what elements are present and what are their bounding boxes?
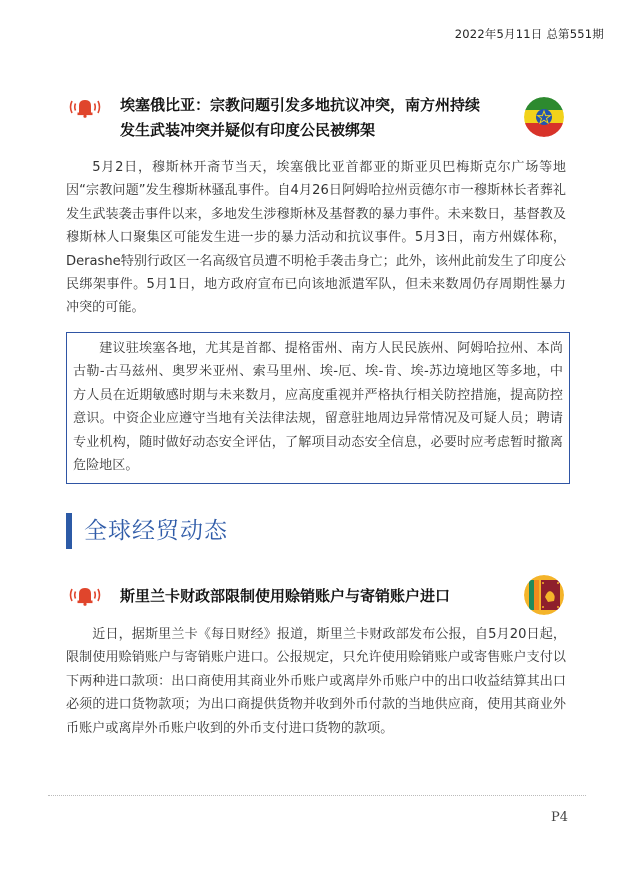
article-paragraph: 近日，据斯里兰卡《每日财经》报道，斯里兰卡财政部发布公报，自5月20日起，限制使用赊销账户与寄销账户进口。公报规定，只允许使用赊销账户或寄售账户支付以下两种进口款项：出口商使用其商业外币账户或离岸外币账户中的出口收益结算其出口必须的进口货物款项；为出口商提供货物并收到外币付款的当地供应商，使用其商业外币账户或离岸外币账户收到的外币支付进口货物的款项。 bbox=[66, 627, 566, 736]
ethiopia-flag-icon bbox=[524, 97, 564, 137]
section-accent-bar bbox=[66, 513, 72, 549]
article-title-sri-lanka: 斯里兰卡财政部限制使用赊销账户与寄销账户进口 bbox=[120, 587, 451, 605]
article-title-ethiopia bbox=[120, 93, 480, 143]
article-paragraph: 5月2日，穆斯林开斋节当天，埃塞俄比亚首都亚的斯亚贝巴梅斯克尔广场等地因“宗教问题”发生穆斯林骚乱事件。自4月26日阿姆哈拉州贡德尔市一穆斯林长者葬礼发生武装袭击事件以来，多地发生涉穆斯林及基督教的暴力事件。未来数日，基督教及穆斯林人口聚集区可能发生进一步的暴力活动和抗议事件。5月3日，南方州媒体称，Derashe特别行政区一名高级官员遭不明枪手袭击身亡；此外，该州此前发生了印度公民绑架事件。5月1日，地方政府宣布已向该地派遣军队，但未来数周仍存周期性暴力冲突的可能。 bbox=[66, 160, 566, 316]
section-title: 全球经贸动态 bbox=[84, 518, 228, 544]
security-advice-box bbox=[66, 332, 570, 484]
article-body-ethiopia bbox=[66, 156, 566, 320]
page-number: P4 bbox=[550, 810, 568, 825]
alarm-bell-icon bbox=[68, 96, 102, 118]
article-title-line-2: 发生武装冲突并疑似有印度公民被绑架 bbox=[120, 121, 376, 139]
footer-divider bbox=[48, 795, 586, 796]
alarm-bell-icon bbox=[68, 584, 102, 606]
issue-date-header: 2022年5月11日 总第551期 bbox=[454, 27, 604, 41]
article-title-line-1: 埃塞俄比亚：宗教问题引发多地抗议冲突，南方州持续 bbox=[120, 96, 481, 114]
advice-paragraph: 建议驻埃塞各地，尤其是首都、提格雷州、南方人民民族州、阿姆哈拉州、本尚古勒-古马兹州、奥罗米亚州、索马里州、埃-厄、埃-肯、埃-苏边境地区等多地，中方人员在近期敏感时期与未来数月，应高度重视并严格执行相关防控措施，提高防控意识。中资企业应遵守当地有关法律法规，留意驻地周边异常情况及可疑人员；聘请专业机构，随时做好动态安全评估，了解项目动态安全信息，必要时应考虑暂时撤离危险地区。 bbox=[73, 341, 563, 474]
article-body-sri-lanka bbox=[66, 623, 566, 740]
sri-lanka-flag-icon bbox=[524, 575, 564, 615]
